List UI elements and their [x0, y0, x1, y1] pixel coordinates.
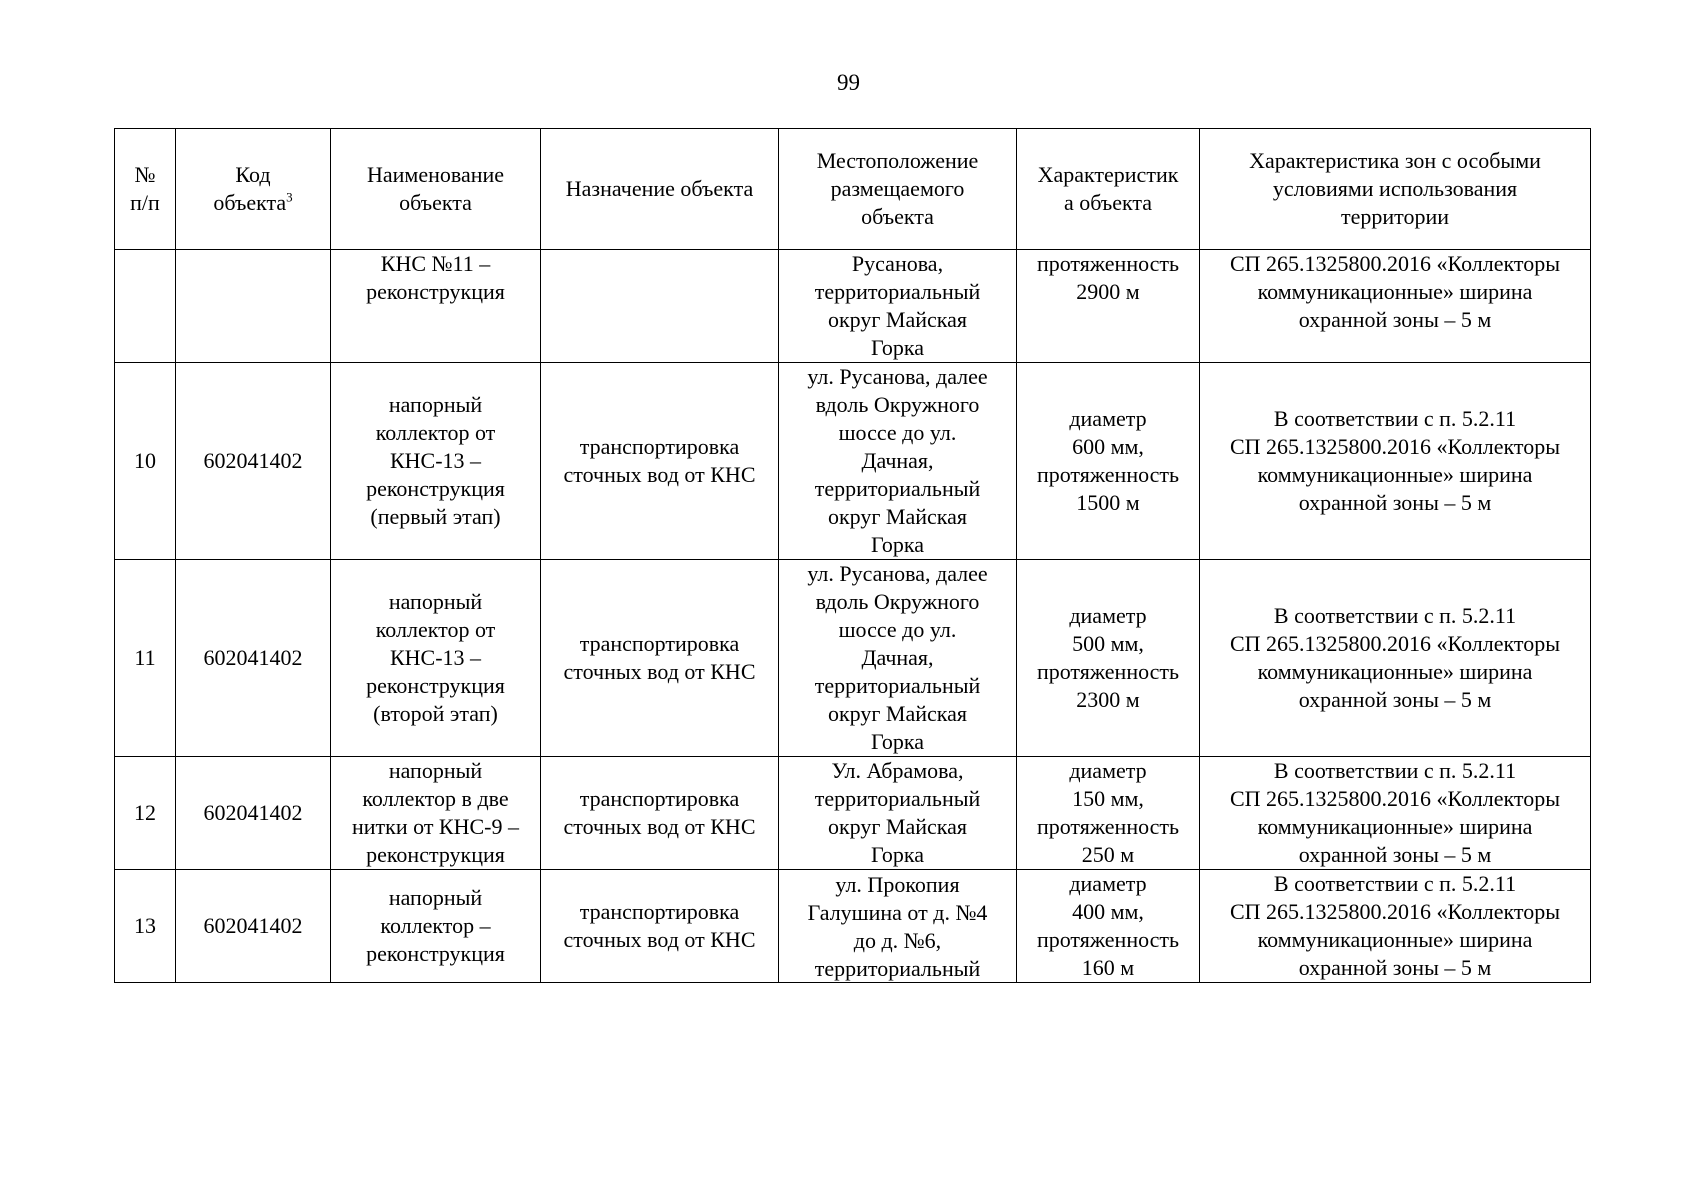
page-number: 99 [837, 70, 860, 95]
header-location: Местоположение размещаемого объекта [779, 129, 1017, 250]
table-row [115, 870, 1591, 983]
cell-code: 602041402 [176, 870, 331, 983]
cell-num [115, 250, 176, 363]
cell-num: 12 [115, 757, 176, 870]
cell-characteristic: диаметр 600 мм, протяженность 1500 м [1017, 363, 1200, 560]
cell-name: КНС №11 – реконструкция [331, 250, 541, 363]
cell-location: Ул. Абрамова, территориальный округ Майская Горка [779, 757, 1017, 870]
header-characteristic: Характеристик а объекта [1017, 129, 1200, 250]
cell-code: 602041402 [176, 363, 331, 560]
footnote-mark: 3 [286, 189, 293, 205]
cell-num: 10 [115, 363, 176, 560]
objects-table [114, 128, 1591, 983]
cell-num: 13 [115, 870, 176, 983]
cell-zones: В соответствии с п. 5.2.11 СП 265.1325800.2016 «Коллекторы коммуникационные» ширина охранной зоны – 5 м [1200, 757, 1591, 870]
cell-code: 602041402 [176, 757, 331, 870]
table-row [115, 560, 1591, 757]
cell-location: ул. Русанова, далее вдоль Окружного шоссе до ул. Дачная, территориальный округ Майская Горка [779, 363, 1017, 560]
cell-characteristic: диаметр 500 мм, протяженность 2300 м [1017, 560, 1200, 757]
cell-purpose: транспортировка сточных вод от КНС [541, 870, 779, 983]
cell-zones: В соответствии с п. 5.2.11 СП 265.1325800.2016 «Коллекторы коммуникационные» ширина охранной зоны – 5 м [1200, 870, 1591, 983]
cell-location: ул. Прокопия Галушина от д. №4 до д. №6, территориальный [779, 870, 1017, 983]
cell-purpose: транспортировка сточных вод от КНС [541, 560, 779, 757]
cell-purpose: транспортировка сточных вод от КНС [541, 757, 779, 870]
table-row [115, 363, 1591, 560]
cell-purpose [541, 250, 779, 363]
header-zones: Характеристика зон с особыми условиями использования территории [1200, 129, 1591, 250]
cell-location: ул. Русанова, далее вдоль Окружного шоссе до ул. Дачная, территориальный округ Майская Горка [779, 560, 1017, 757]
cell-name: напорный коллектор – реконструкция [331, 870, 541, 983]
header-num: № п/п [115, 129, 176, 250]
cell-characteristic: диаметр 400 мм, протяженность 160 м [1017, 870, 1200, 983]
header-name: Наименование объекта [331, 129, 541, 250]
cell-name: напорный коллектор в две нитки от КНС-9 – реконструкция [331, 757, 541, 870]
cell-purpose: транспортировка сточных вод от КНС [541, 363, 779, 560]
header-purpose: Назначение объекта [541, 129, 779, 250]
cell-code [176, 250, 331, 363]
table-row [115, 250, 1591, 363]
header-row [115, 129, 1591, 250]
cell-zones: В соответствии с п. 5.2.11 СП 265.1325800.2016 «Коллекторы коммуникационные» ширина охранной зоны – 5 м [1200, 560, 1591, 757]
cell-characteristic: протяженность 2900 м [1017, 250, 1200, 363]
cell-name: напорный коллектор от КНС-13 – реконструкция (первый этап) [331, 363, 541, 560]
cell-characteristic: диаметр 150 мм, протяженность 250 м [1017, 757, 1200, 870]
cell-name: напорный коллектор от КНС-13 – реконструкция (второй этап) [331, 560, 541, 757]
cell-code: 602041402 [176, 560, 331, 757]
cell-location: Русанова, территориальный округ Майская Горка [779, 250, 1017, 363]
header-code: Код объекта$^3$ [176, 129, 331, 250]
cell-num: 11 [115, 560, 176, 757]
cell-zones: СП 265.1325800.2016 «Коллекторы коммуникационные» ширина охранной зоны – 5 м [1200, 250, 1591, 363]
cell-zones: В соответствии с п. 5.2.11 СП 265.1325800.2016 «Коллекторы коммуникационные» ширина охранной зоны – 5 м [1200, 363, 1591, 560]
table-row [115, 757, 1591, 870]
